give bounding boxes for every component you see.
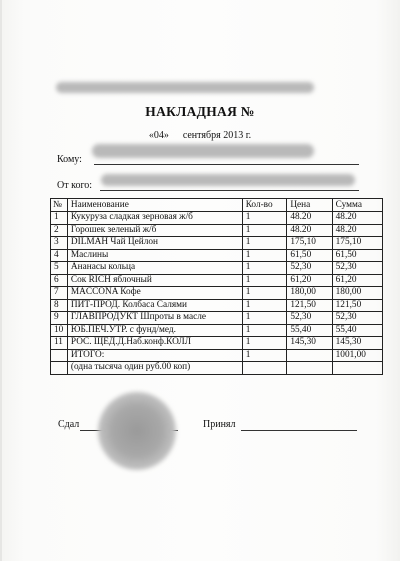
table-row <box>51 224 383 237</box>
table-row <box>51 324 383 337</box>
recipient-label: Кому: <box>57 154 82 165</box>
row-sum: 180,00 <box>332 287 382 300</box>
row-price: 180,00 <box>287 287 332 300</box>
row-number: 5 <box>51 262 68 275</box>
words-sum-cell <box>332 361 382 374</box>
header-name: Наименование <box>67 199 242 212</box>
table-row <box>51 299 383 312</box>
table-row <box>51 287 383 300</box>
total-words: (одна тысяча один руб.00 коп) <box>67 361 242 374</box>
row-name: ЮБ.ПЕЧ.УТР. с фунд/мед. <box>67 324 242 337</box>
invoice-table <box>50 198 383 375</box>
row-name: Маслины <box>67 249 242 262</box>
total-sum: 1001,00 <box>332 349 382 361</box>
row-number: 11 <box>51 337 68 350</box>
row-number: 10 <box>51 324 68 337</box>
header-sum: Сумма <box>332 199 382 212</box>
date-day: «04» <box>148 130 169 141</box>
sender-line <box>100 190 359 191</box>
row-price: 52,30 <box>287 312 332 325</box>
header-qty: Кол-во <box>242 199 287 212</box>
scan-edge <box>0 0 2 561</box>
document-date <box>0 130 400 141</box>
row-sum: 61,20 <box>332 274 382 287</box>
table-row <box>51 249 383 262</box>
row-sum: 121,50 <box>332 299 382 312</box>
row-name: Кукуруза сладкая зерновая ж/б <box>67 212 242 225</box>
row-number: 2 <box>51 224 68 237</box>
row-number: 8 <box>51 299 68 312</box>
row-qty: 1 <box>242 249 287 262</box>
row-price: 145,30 <box>287 337 332 350</box>
redacted-sender <box>101 174 355 186</box>
row-name: Горошек зеленый ж/б <box>67 224 242 237</box>
row-sum: 55,40 <box>332 324 382 337</box>
total-price-cell <box>287 349 332 361</box>
row-number: 6 <box>51 274 68 287</box>
handed-over-label: Сдал <box>58 419 80 430</box>
table-row <box>51 274 383 287</box>
redacted-recipient <box>92 144 314 158</box>
received-label: Принял <box>203 419 236 430</box>
table-header-row <box>51 199 383 212</box>
row-qty: 1 <box>242 224 287 237</box>
table-row <box>51 262 383 275</box>
row-qty: 1 <box>242 237 287 250</box>
row-name: DILMAH Чай Цейлон <box>67 237 242 250</box>
received-line <box>241 430 357 431</box>
row-qty: 1 <box>242 337 287 350</box>
row-price: 61,50 <box>287 249 332 262</box>
row-qty: 1 <box>242 287 287 300</box>
row-name: Сок RICH яблочный <box>67 274 242 287</box>
recipient-line <box>94 164 359 165</box>
document-title: НАКЛАДНАЯ № <box>145 104 255 119</box>
header-number: № <box>51 199 68 212</box>
row-price: 55,40 <box>287 324 332 337</box>
redacted-header <box>56 82 314 93</box>
row-qty: 1 <box>242 312 287 325</box>
row-price: 48.20 <box>287 224 332 237</box>
redacted-stamp <box>98 392 176 470</box>
sender-label: От кого: <box>57 180 93 191</box>
row-price: 61,20 <box>287 274 332 287</box>
total-number-cell <box>51 349 68 361</box>
row-sum: 52,30 <box>332 262 382 275</box>
total-qty: 1 <box>242 349 287 361</box>
row-qty: 1 <box>242 262 287 275</box>
row-sum: 48.20 <box>332 224 382 237</box>
table-row <box>51 237 383 250</box>
row-sum: 52,30 <box>332 312 382 325</box>
row-price: 175,10 <box>287 237 332 250</box>
row-qty: 1 <box>242 212 287 225</box>
total-row <box>51 349 383 361</box>
row-name: ПИТ-ПРОД. Колбаса Салями <box>67 299 242 312</box>
row-number: 7 <box>51 287 68 300</box>
row-number: 1 <box>51 212 68 225</box>
table-row <box>51 312 383 325</box>
row-qty: 1 <box>242 299 287 312</box>
row-name: РОС. ЩЕД.Д.Наб.конф.КОЛЛ <box>67 337 242 350</box>
row-number: 9 <box>51 312 68 325</box>
row-sum: 175,10 <box>332 237 382 250</box>
total-words-row <box>51 361 383 374</box>
words-number-cell <box>51 361 68 374</box>
row-qty: 1 <box>242 324 287 337</box>
total-label: ИТОГО: <box>67 349 242 361</box>
row-sum: 48.20 <box>332 212 382 225</box>
row-number: 3 <box>51 237 68 250</box>
row-name: MACCONA Кофе <box>67 287 242 300</box>
row-price: 52,30 <box>287 262 332 275</box>
row-name: ГЛАВПРОДУКТ Шпроты в масле <box>67 312 242 325</box>
words-price-cell <box>287 361 332 374</box>
header-price: Цена <box>287 199 332 212</box>
row-sum: 61,50 <box>332 249 382 262</box>
row-sum: 145,30 <box>332 337 382 350</box>
table-row <box>51 337 383 350</box>
row-qty: 1 <box>242 274 287 287</box>
row-price: 48.20 <box>287 212 332 225</box>
table-row <box>51 212 383 225</box>
row-name: Ананасы кольца <box>67 262 242 275</box>
words-qty-cell <box>242 361 287 374</box>
row-number: 4 <box>51 249 68 262</box>
row-price: 121,50 <box>287 299 332 312</box>
date-month-year: сентября 2013 г. <box>182 130 252 141</box>
